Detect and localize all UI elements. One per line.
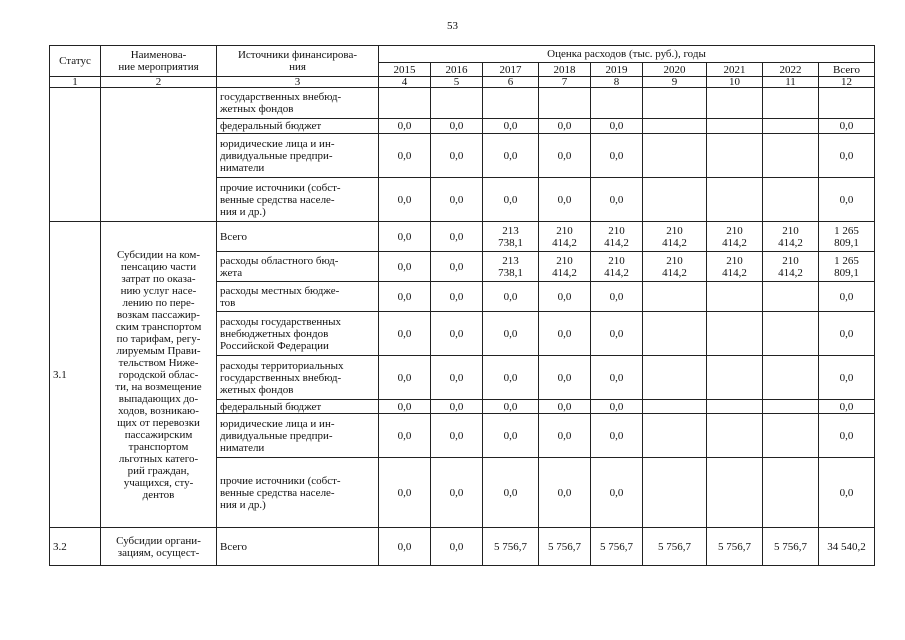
value-cell: 0,0 [483,282,539,312]
name-cell [101,88,217,222]
value-cell: 210 414,2 [539,252,591,282]
value-cell: 0,0 [591,312,643,356]
value-cell [483,88,539,119]
value-cell [539,88,591,119]
table-row [50,222,875,252]
value-cell [707,414,763,458]
value-cell [707,312,763,356]
value-cell: 0,0 [379,134,431,178]
value-cell: 210 414,2 [591,252,643,282]
column-number: 8 [591,77,643,88]
value-cell: 0,0 [379,312,431,356]
source-cell: государственных внебюд- жетных фондов [217,88,379,119]
table-row [50,528,875,566]
value-cell [591,88,643,119]
value-cell: 0,0 [819,134,875,178]
value-cell [643,414,707,458]
value-cell [643,134,707,178]
header-year: 2015 [379,63,431,77]
value-cell: 0,0 [379,178,431,222]
column-number: 6 [483,77,539,88]
value-cell: 0,0 [431,356,483,400]
value-cell [643,356,707,400]
page-number: 53 [447,20,458,32]
value-cell [707,282,763,312]
value-cell: 0,0 [591,414,643,458]
value-cell: 0,0 [819,119,875,134]
value-cell [763,414,819,458]
column-number: 7 [539,77,591,88]
value-cell: 0,0 [539,400,591,414]
value-cell: 0,0 [431,119,483,134]
value-cell: 210 414,2 [707,252,763,282]
value-cell [707,400,763,414]
source-cell: Всего [217,222,379,252]
source-cell: прочие источники (собст- венные средства населе- ния и др.) [217,178,379,222]
column-number: 4 [379,77,431,88]
value-cell: 1 265 809,1 [819,222,875,252]
column-number: 12 [819,77,875,88]
value-cell: 5 756,7 [643,528,707,566]
value-cell: 0,0 [539,414,591,458]
value-cell: 0,0 [431,312,483,356]
value-cell: 5 756,7 [707,528,763,566]
value-cell: 0,0 [431,400,483,414]
value-cell: 210 414,2 [643,252,707,282]
header-year: 2019 [591,63,643,77]
value-cell: 0,0 [379,458,431,528]
value-cell: 0,0 [591,134,643,178]
value-cell: 0,0 [539,178,591,222]
value-cell: 0,0 [431,282,483,312]
value-cell: 0,0 [483,312,539,356]
value-cell [707,458,763,528]
source-cell: федеральный бюджет [217,119,379,134]
value-cell: 0,0 [483,400,539,414]
value-cell: 0,0 [431,252,483,282]
value-cell [819,88,875,119]
value-cell: 0,0 [483,134,539,178]
value-cell [643,178,707,222]
value-cell: 0,0 [379,528,431,566]
header-estimate: Оценка расходов (тыс. руб.), годы [379,46,875,63]
source-cell: федеральный бюджет [217,400,379,414]
column-number: 9 [643,77,707,88]
value-cell: 0,0 [483,414,539,458]
value-cell: 0,0 [539,356,591,400]
value-cell: 213 738,1 [483,222,539,252]
value-cell: 0,0 [431,414,483,458]
column-number: 10 [707,77,763,88]
value-cell: 0,0 [483,178,539,222]
table-body [50,46,875,566]
value-cell: 0,0 [591,458,643,528]
value-cell [763,178,819,222]
value-cell [707,88,763,119]
value-cell: 0,0 [483,119,539,134]
value-cell: 210 414,2 [643,222,707,252]
value-cell: 0,0 [539,119,591,134]
source-cell: расходы областного бюд- жета [217,252,379,282]
value-cell [643,400,707,414]
value-cell: 5 756,7 [539,528,591,566]
value-cell: 0,0 [819,282,875,312]
value-cell: 5 756,7 [483,528,539,566]
status-cell: 3.1 [50,222,101,528]
value-cell: 0,0 [819,356,875,400]
value-cell [643,88,707,119]
value-cell [643,458,707,528]
column-number: 11 [763,77,819,88]
status-cell: 3.2 [50,528,101,566]
header-sources: Источники финансирова- ния [217,46,379,77]
value-cell [707,356,763,400]
value-cell: 0,0 [591,400,643,414]
value-cell: 0,0 [379,400,431,414]
value-cell: 0,0 [591,178,643,222]
value-cell: 0,0 [483,356,539,400]
value-cell: 0,0 [539,458,591,528]
value-cell [643,119,707,134]
value-cell: 0,0 [431,458,483,528]
value-cell: 0,0 [431,222,483,252]
value-cell: 210 414,2 [591,222,643,252]
header-year: 2020 [643,63,707,77]
value-cell: 0,0 [431,134,483,178]
value-cell: 0,0 [819,458,875,528]
header-status: Статус [50,46,101,77]
source-cell: юридические лица и ин- дивидуальные предпри- ниматели [217,414,379,458]
value-cell: 0,0 [379,119,431,134]
value-cell: 0,0 [539,282,591,312]
value-cell: 210 414,2 [707,222,763,252]
value-cell: 213 738,1 [483,252,539,282]
column-number: 5 [431,77,483,88]
value-cell [707,134,763,178]
value-cell: 0,0 [431,178,483,222]
column-number: 1 [50,77,101,88]
value-cell [431,88,483,119]
header-year: Всего [819,63,875,77]
header-year: 2018 [539,63,591,77]
value-cell: 34 540,2 [819,528,875,566]
name-cell: Субсидии органи- зациям, осущест- [101,528,217,566]
header-year: 2016 [431,63,483,77]
value-cell: 5 756,7 [591,528,643,566]
column-number: 3 [217,77,379,88]
name-cell: Субсидии на ком- пенсацию части затрат по оказа- нию услуг насе- лению по пере- возкам пассажир- ским транспортом по тарифам, регу- лируемым Прави- тельством Ниже- городской облас- ти, на возмещение выпадающих до- ходов, возникаю- щих от перевозки пассажирским транспортом льготных катего- рий граждан, учащихся, сту- дентов [101,222,217,528]
value-cell [707,119,763,134]
value-cell: 0,0 [539,134,591,178]
table-row [50,88,875,119]
value-cell [763,458,819,528]
value-cell: 210 414,2 [763,252,819,282]
value-cell: 1 265 809,1 [819,252,875,282]
value-cell: 0,0 [819,312,875,356]
value-cell: 0,0 [591,356,643,400]
header-name: Наименова- ние мероприятия [101,46,217,77]
value-cell: 0,0 [379,356,431,400]
value-cell [763,88,819,119]
value-cell [763,282,819,312]
header-row [50,46,875,63]
source-cell: Всего [217,528,379,566]
value-cell [379,88,431,119]
value-cell: 0,0 [591,119,643,134]
value-cell [763,312,819,356]
value-cell: 0,0 [591,282,643,312]
value-cell: 0,0 [379,282,431,312]
value-cell [763,400,819,414]
value-cell: 0,0 [819,414,875,458]
value-cell: 0,0 [483,458,539,528]
value-cell: 0,0 [431,528,483,566]
source-cell: прочие источники (собст- венные средства населе- ния и др.) [217,458,379,528]
source-cell: расходы местных бюдже- тов [217,282,379,312]
value-cell: 5 756,7 [763,528,819,566]
value-cell: 0,0 [379,414,431,458]
value-cell [763,119,819,134]
value-cell: 210 414,2 [539,222,591,252]
header-year: 2017 [483,63,539,77]
value-cell [643,312,707,356]
source-cell: расходы государственных внебюджетных фондов Российской Федерации [217,312,379,356]
value-cell [763,134,819,178]
status-cell [50,88,101,222]
value-cell: 0,0 [819,178,875,222]
column-number: 2 [101,77,217,88]
value-cell [643,282,707,312]
budget-table [49,45,875,566]
value-cell: 0,0 [379,222,431,252]
value-cell: 0,0 [819,400,875,414]
header-year: 2022 [763,63,819,77]
source-cell: расходы территориальных государственных внебюд- жетных фондов [217,356,379,400]
value-cell [763,356,819,400]
value-cell: 0,0 [379,252,431,282]
source-cell: юридические лица и ин- дивидуальные предпри- ниматели [217,134,379,178]
column-numbers-row [50,77,875,88]
value-cell [707,178,763,222]
value-cell: 0,0 [539,312,591,356]
header-year: 2021 [707,63,763,77]
value-cell: 210 414,2 [763,222,819,252]
